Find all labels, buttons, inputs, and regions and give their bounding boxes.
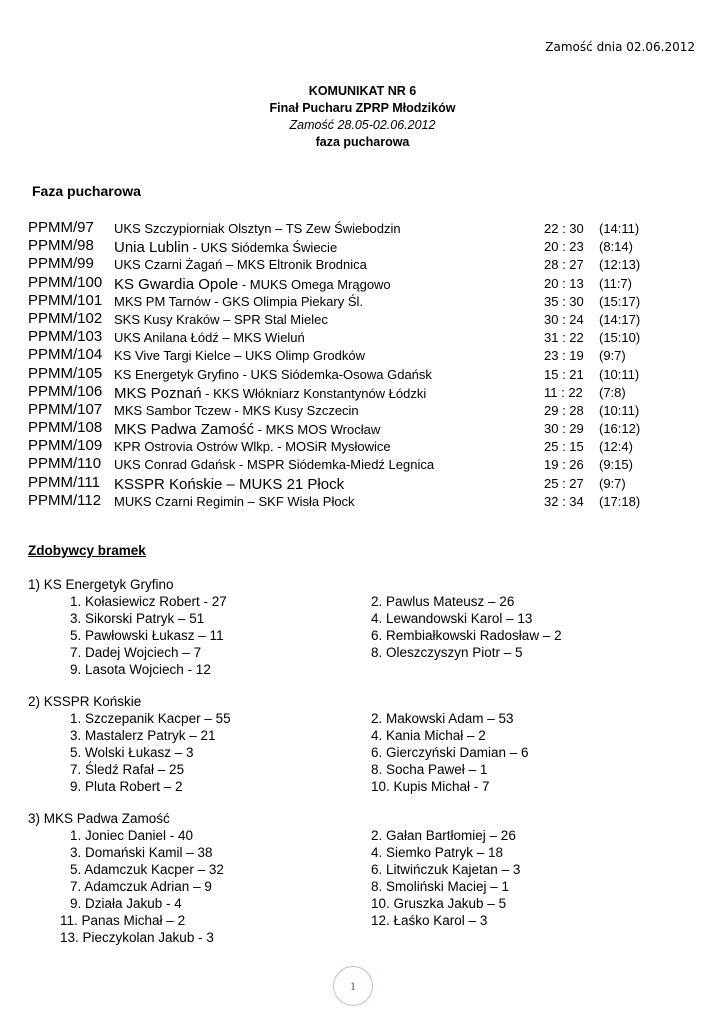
match-teams — [114, 367, 432, 382]
match-teams — [114, 457, 434, 472]
match-halftime: (14:17) — [599, 311, 641, 327]
scorer-entry: 6. Rembiałkowski Radosław – 2 — [371, 628, 562, 643]
match-teams — [114, 421, 380, 438]
scorer-entry: 7. Dadej Wojciech – 7 — [70, 645, 202, 660]
match-halftime: (9:7) — [599, 475, 626, 491]
match-score: 19 : 26 — [544, 457, 584, 473]
match-row — [28, 401, 653, 419]
match-row — [28, 274, 653, 292]
scorer-row — [28, 929, 668, 946]
match-teams-text: KS Energetyk Gryfino - UKS Siódemka-Osowa Gdańsk — [114, 366, 432, 382]
tournament-name: Finał Pucharu ZPRP Młodzików — [269, 101, 456, 115]
match-teams — [114, 239, 337, 256]
match-teams-text: KPR Ostrovia Ostrów Wlkp. - MOSiR Mysłowice — [114, 439, 391, 455]
match-halftime: (16:12) — [599, 421, 641, 437]
scorer-row — [28, 644, 668, 661]
match-teams-text: SKS Kusy Kraków – SPR Stal Mielec — [114, 311, 328, 327]
scorer-row — [28, 627, 668, 644]
match-code: PPMM/102 — [28, 309, 103, 327]
match-halftime: (7:8) — [599, 384, 626, 400]
match-score: 23 : 19 — [544, 348, 584, 364]
match-code: PPMM/105 — [28, 364, 103, 382]
match-code: PPMM/97 — [28, 219, 94, 236]
match-row — [28, 292, 653, 310]
match-code: PPMM/98 — [28, 237, 94, 255]
scorer-entry: 4. Kania Michał – 2 — [371, 728, 486, 743]
match-row — [28, 437, 653, 455]
scorer-row — [28, 593, 668, 610]
scorer-entry: 3. Domański Kamil – 38 — [70, 845, 213, 860]
scorer-row — [28, 661, 668, 678]
match-teams-text: KS Vive Targi Kielce – UKS Olimp Grodków — [114, 348, 365, 364]
match-code: PPMM/103 — [28, 328, 103, 346]
match-score: 20 : 23 — [544, 239, 584, 255]
match-teams-text: UKS Conrad Gdańsk - MSPR Siódemka-Miedź Legnica — [114, 457, 435, 473]
match-code: PPMM/110 — [28, 455, 102, 473]
match-team-highlight: KS Gwardia Opole — [114, 275, 239, 293]
match-code: PPMM/111 — [28, 473, 100, 491]
match-teams — [114, 385, 426, 402]
match-code: PPMM/109 — [28, 437, 103, 455]
match-score: 20 : 13 — [544, 275, 584, 291]
match-row — [28, 365, 653, 383]
match-teams — [114, 348, 365, 363]
match-teams — [114, 257, 367, 272]
match-teams — [114, 330, 305, 345]
match-teams-text: - KKS Włókniarz Konstantynów Łódzki — [201, 385, 427, 401]
scorer-row — [28, 844, 668, 861]
match-teams-text: UKS Anilana Łódź – MKS Wieluń — [114, 330, 305, 346]
document-date: Zamość dnia 02.06.2012 — [545, 40, 695, 54]
scorer-row — [28, 610, 668, 627]
match-halftime: (14:11) — [599, 221, 640, 236]
scorer-entry: 5. Adamczuk Kacper – 32 — [70, 862, 224, 877]
scorer-entry: 2. Makowski Adam – 53 — [371, 711, 514, 726]
match-code: PPMM/104 — [28, 346, 103, 364]
match-teams — [114, 221, 401, 236]
match-teams-text: UKS Czarni Żagań – MKS Eltronik Brodnica — [114, 257, 367, 273]
match-score: 29 : 28 — [544, 402, 584, 418]
match-row — [28, 310, 653, 328]
scorer-entry: 5. Wolski Łukasz – 3 — [70, 745, 194, 760]
scorer-entry: 7. Śledź Rafał – 25 — [70, 762, 185, 777]
match-score: 32 : 34 — [544, 493, 584, 509]
scorer-row — [28, 744, 668, 761]
scorer-entry: 4. Siemko Patryk – 18 — [371, 845, 504, 860]
scorer-row — [28, 761, 668, 778]
scorer-entry: 6. Gierczyński Damian – 6 — [371, 745, 529, 760]
match-code: PPMM/99 — [28, 255, 94, 273]
match-halftime: (12:4) — [599, 439, 633, 455]
document-header — [0, 83, 725, 151]
scorer-row — [28, 895, 668, 912]
scorer-entry: 3. Sikorski Patryk – 51 — [70, 611, 205, 626]
match-teams — [114, 312, 328, 327]
match-halftime: (15:10) — [599, 330, 641, 346]
scorer-entry: 9. Działa Jakub - 4 — [70, 896, 182, 911]
match-teams-text: - MKS MOS Wrocław — [254, 422, 381, 438]
match-score: 15 : 21 — [544, 366, 584, 382]
scorer-entry: 10. Kupis Michał - 7 — [371, 779, 490, 794]
match-teams-text: - UKS Siódemka Świecie — [189, 240, 338, 256]
match-code: PPMM/100 — [28, 273, 103, 291]
tournament-dates: Zamość 28.05-02.06.2012 — [289, 118, 436, 132]
scorer-entry: 12. Łaśko Karol – 3 — [371, 913, 488, 928]
match-halftime: (10:11) — [599, 402, 640, 418]
match-halftime: (15:17) — [599, 293, 641, 309]
scorer-entry: 6. Litwińczuk Kajetan – 3 — [371, 862, 521, 877]
phase-subtitle: faza pucharowa — [315, 135, 410, 149]
match-score: 25 : 15 — [544, 439, 584, 455]
scorer-entry: 1. Szczepanik Kacper – 55 — [70, 711, 231, 726]
match-teams-text: - MUKS Omega Mrągowo — [238, 276, 391, 292]
scorer-entry: 10. Gruszka Jakub – 5 — [371, 896, 507, 911]
match-row — [28, 419, 653, 437]
match-team-highlight: MKS Padwa Zamość — [114, 421, 255, 439]
match-halftime: (8:14) — [599, 239, 633, 255]
phase-title: Faza pucharowa — [32, 183, 141, 199]
team-scorers — [28, 693, 668, 795]
match-score: 11 : 22 — [544, 384, 583, 400]
match-row — [28, 383, 653, 401]
match-teams — [114, 294, 363, 309]
scorer-entry: 4. Lewandowski Karol – 13 — [371, 611, 533, 626]
match-team-highlight: KSSPR Końskie – MUKS 21 Płock — [114, 475, 345, 493]
scorer-entry: 9. Lasota Wojciech - 12 — [70, 662, 211, 677]
match-row — [28, 219, 653, 237]
match-halftime: (9:15) — [599, 457, 633, 473]
match-teams-text: MKS Sambor Tczew - MKS Kusy Szczecin — [114, 402, 359, 418]
match-teams-text: MKS PM Tarnów - GKS Olimpia Piekary Śl. — [114, 293, 363, 309]
match-teams — [114, 476, 344, 493]
scorer-entry: 2. Gałan Bartłomiej – 26 — [371, 828, 516, 843]
scorer-entry: 9. Pluta Robert – 2 — [70, 779, 183, 794]
match-row — [28, 255, 653, 273]
match-teams — [114, 494, 355, 509]
scorer-entry: 1. Kołasiewicz Robert - 27 — [70, 594, 227, 609]
scorer-row — [28, 727, 668, 744]
match-teams — [114, 276, 391, 293]
scorer-entry: 1. Joniec Daniel - 40 — [70, 828, 194, 843]
match-teams-text: MUKS Czarni Regimin – SKF Wisła Płock — [114, 493, 355, 509]
scorer-row — [28, 912, 668, 929]
match-row — [28, 346, 653, 364]
scorer-entry: 11. Panas Michał – 2 — [60, 913, 186, 928]
match-score: 28 : 27 — [544, 257, 584, 273]
match-code: PPMM/106 — [28, 382, 103, 400]
match-team-highlight: MKS Poznań — [114, 384, 202, 402]
match-teams — [114, 403, 359, 418]
page-number: 1 — [333, 966, 373, 1006]
match-code: PPMM/107 — [28, 400, 103, 418]
scorer-entry: 8. Smoliński Maciej – 1 — [371, 879, 510, 894]
match-list — [28, 219, 653, 510]
match-teams-text: UKS Szczypiorniak Olsztyn – TS Zew Świebodzin — [114, 221, 401, 236]
scorer-row — [28, 710, 668, 727]
communique-number: KOMUNIKAT NR 6 — [308, 84, 417, 98]
match-halftime: (9:7) — [599, 348, 626, 364]
team-name: 1) KS Energetyk Gryfino — [28, 577, 174, 592]
match-row — [28, 455, 653, 473]
scorer-entry: 3. Mastalerz Patryk – 21 — [70, 728, 216, 743]
scorer-row — [28, 861, 668, 878]
match-score: 22 : 30 — [544, 221, 584, 236]
match-row — [28, 474, 653, 492]
match-score: 25 : 27 — [544, 475, 584, 491]
match-halftime: (12:13) — [599, 257, 641, 273]
scorer-entry: 7. Adamczuk Adrian – 9 — [70, 879, 212, 894]
scorer-row — [28, 827, 668, 844]
match-halftime: (17:18) — [599, 493, 641, 509]
match-halftime: (11:7) — [599, 275, 632, 291]
match-team-highlight: Unia Lublin — [114, 239, 190, 257]
match-halftime: (10:11) — [599, 366, 640, 382]
match-score: 30 : 29 — [544, 421, 584, 437]
match-code: PPMM/101 — [28, 291, 103, 309]
team-scorers — [28, 576, 668, 678]
scorer-entry: 2. Pawlus Mateusz – 26 — [371, 594, 515, 609]
team-name: 2) KSSPR Końskie — [28, 694, 142, 709]
match-row — [28, 328, 653, 346]
match-code: PPMM/112 — [28, 491, 102, 509]
team-scorers — [28, 810, 668, 946]
match-score: 30 : 24 — [544, 311, 584, 327]
scorer-row — [28, 778, 668, 795]
match-teams — [114, 439, 391, 454]
scorers-title: Zdobywcy bramek — [28, 543, 146, 558]
scorer-entry: 8. Oleszczyszyn Piotr – 5 — [371, 645, 523, 660]
match-row — [28, 237, 653, 255]
match-score: 35 : 30 — [544, 293, 584, 309]
scorer-entry: 13. Pieczykolan Jakub - 3 — [60, 930, 214, 945]
match-score: 31 : 22 — [544, 330, 584, 346]
match-code: PPMM/108 — [28, 419, 103, 437]
scorer-row — [28, 878, 668, 895]
scorer-entry: 5. Pawłowski Łukasz – 11 — [70, 628, 224, 643]
match-row — [28, 492, 653, 510]
scorer-entry: 8. Socha Paweł – 1 — [371, 762, 488, 777]
team-name: 3) MKS Padwa Zamość — [28, 811, 170, 826]
